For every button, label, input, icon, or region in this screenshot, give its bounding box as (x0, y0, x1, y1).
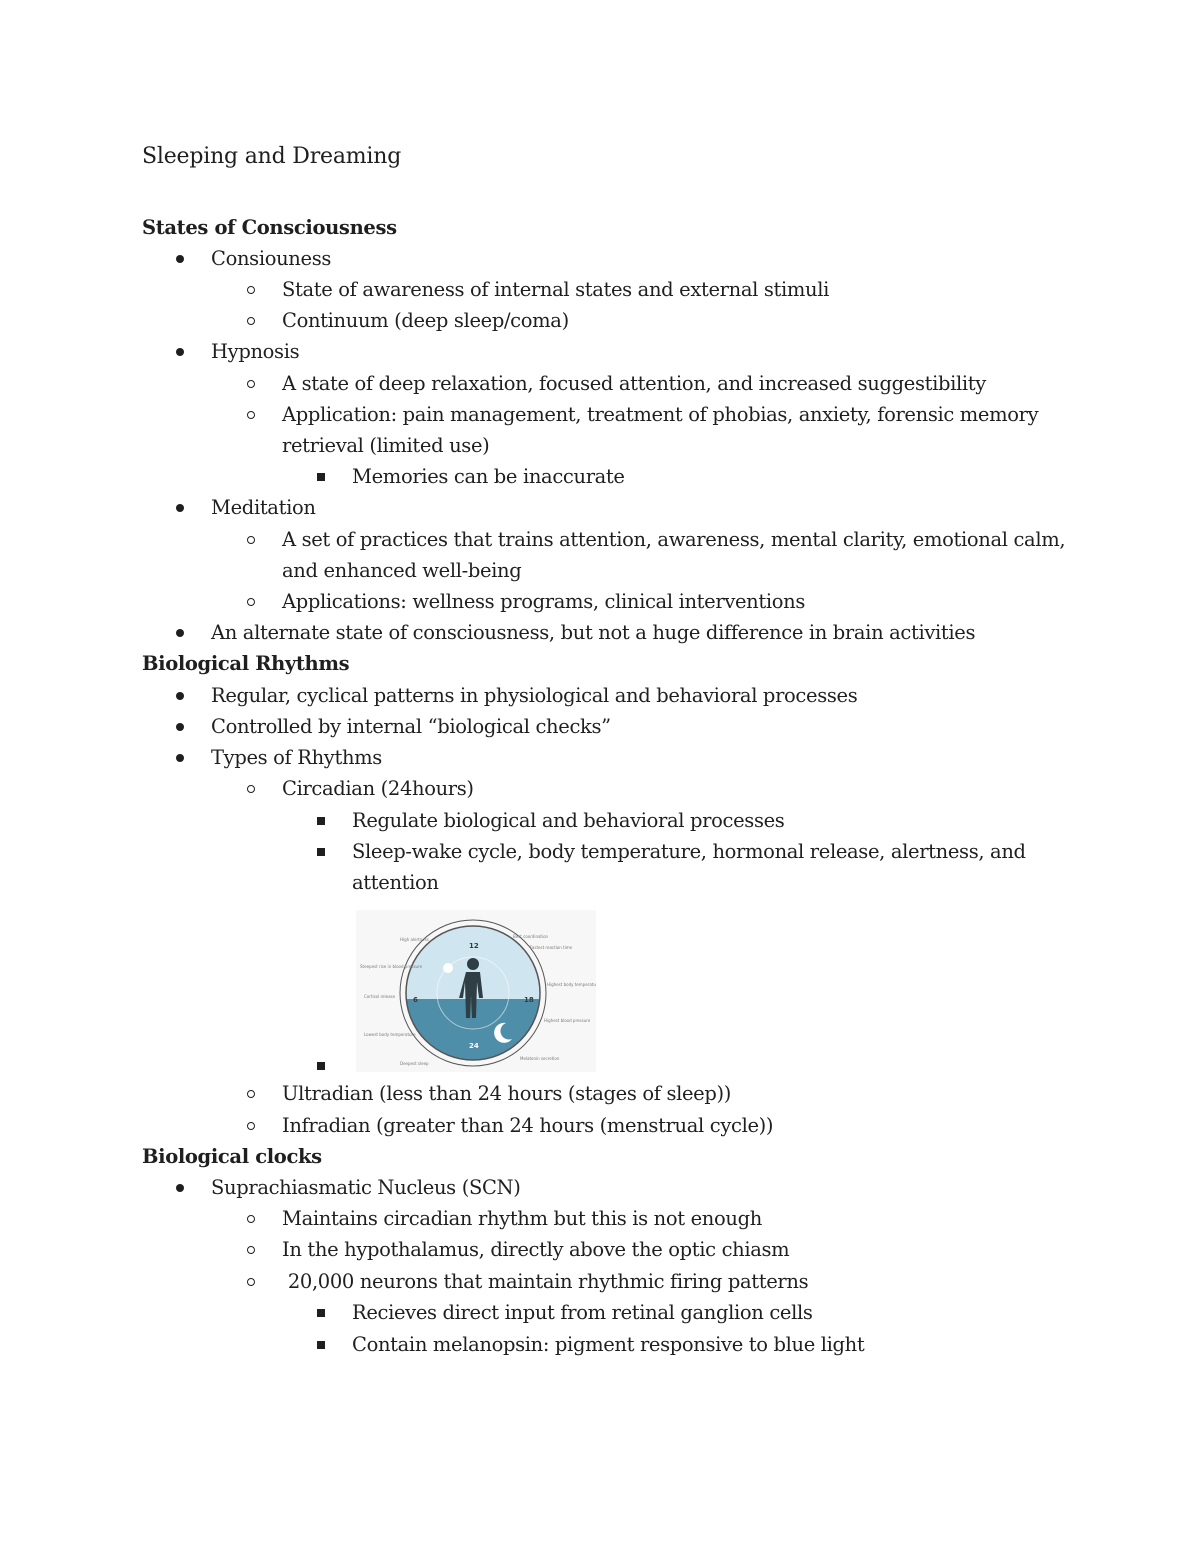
bullet-ring (247, 777, 255, 801)
list-subitem: 20,000 neurons that maintain rhythmic firing patterns (282, 1270, 809, 1293)
bullet-dot (176, 621, 184, 645)
circadian-clock-diagram (356, 910, 596, 1072)
bullet-square (317, 1301, 325, 1325)
list-subitem-circadian: Circadian (24hours) (282, 777, 474, 800)
list-item-scn: Suprachiasmatic Nucleus (SCN) (211, 1176, 521, 1199)
bullet-square (317, 465, 325, 489)
bullet-ring (247, 309, 255, 333)
hour-label-right: 18 (524, 996, 534, 1004)
list-note: Sleep-wake cycle, body temperature, hormonal release, alertness, and (352, 840, 1026, 863)
annotation-high-alertness: High alertness (400, 937, 429, 942)
annotation-fastest-reaction: Fastest reaction time (530, 945, 573, 950)
circadian-clock-svg (356, 910, 596, 1072)
annotation-best-coordination: Best coordination (513, 934, 549, 939)
annotation-highest-blood-pressure: Highest blood pressure (544, 1018, 591, 1023)
bullet-square (317, 809, 325, 833)
bullet-ring (247, 1207, 255, 1231)
list-item-meditation: Meditation (211, 496, 316, 519)
list-subitem-continued: and enhanced well-being (282, 559, 522, 582)
bullet-dot (176, 746, 184, 770)
bullet-dot (176, 684, 184, 708)
section-heading-states-of-consciousness: States of Consciousness (142, 216, 397, 239)
hour-label-bottom: 24 (469, 1042, 479, 1050)
annotation-cortisol: Cortisol release (364, 994, 396, 999)
annotation-lowest-temperature: Lowest body temperature (364, 1032, 416, 1037)
bullet-dot (176, 340, 184, 364)
document-title: Sleeping and Dreaming (142, 144, 402, 169)
bullet-square (317, 840, 325, 864)
list-subitem: A set of practices that trains attention, awareness, mental clarity, emotional calm, (282, 528, 1066, 551)
list-note: Contain melanopsin: pigment responsive to blue light (352, 1333, 865, 1356)
bullet-dot (176, 496, 184, 520)
list-item-types-of-rhythms: Types of Rhythms (211, 746, 382, 769)
bullet-ring (247, 1114, 255, 1138)
list-item: Controlled by internal “biological checks” (211, 715, 611, 738)
list-subitem-continued: retrieval (limited use) (282, 434, 490, 457)
annotation-melatonin: Melatonin secretion (520, 1056, 560, 1061)
annotation-deepest-sleep: Deepest sleep (400, 1061, 429, 1066)
annotation-steepest-rise: Steepest rise in blood pressure (360, 964, 423, 969)
section-heading-biological-clocks: Biological clocks (142, 1145, 322, 1168)
bullet-ring (247, 1238, 255, 1262)
bullet-ring (247, 528, 255, 552)
bullet-dot (176, 715, 184, 739)
list-item: Regular, cyclical patterns in physiological and behavioral processes (211, 684, 858, 707)
bullet-ring (247, 590, 255, 614)
bullet-ring (247, 1270, 255, 1294)
list-item-alternate-state: An alternate state of consciousness, but not a huge difference in brain activities (211, 621, 976, 644)
list-note: Recieves direct input from retinal ganglion cells (352, 1301, 813, 1324)
list-subitem: Continuum (deep sleep/coma) (282, 309, 569, 332)
sun-icon (443, 963, 453, 973)
list-note-continued: attention (352, 871, 439, 894)
bullet-ring (247, 372, 255, 396)
list-subitem: Application: pain management, treatment of phobias, anxiety, forensic memory (282, 403, 1039, 426)
list-note: Memories can be inaccurate (352, 465, 625, 488)
list-subitem-infradian: Infradian (greater than 24 hours (menstrual cycle)) (282, 1114, 774, 1137)
section-heading-biological-rhythms: Biological Rhythms (142, 652, 350, 675)
bullet-dot (176, 1176, 184, 1200)
list-item-hypnosis: Hypnosis (211, 340, 300, 363)
hour-label-left: 6 (413, 996, 418, 1004)
list-subitem: In the hypothalamus, directly above the optic chiasm (282, 1238, 790, 1261)
list-item-consciousness: Consiouness (211, 247, 332, 270)
list-subitem: A state of deep relaxation, focused attention, and increased suggestibility (282, 372, 986, 395)
hour-label-top: 12 (469, 942, 479, 950)
list-subitem-ultradian: Ultradian (less than 24 hours (stages of sleep)) (282, 1082, 732, 1105)
bullet-ring (247, 278, 255, 302)
bullet-ring (247, 1082, 255, 1106)
annotation-highest-temperature: Highest body temperature (547, 982, 596, 987)
bullet-square (317, 1333, 325, 1357)
list-note: Regulate biological and behavioral processes (352, 809, 785, 832)
list-subitem: Maintains circadian rhythm but this is not enough (282, 1207, 762, 1230)
list-subitem: State of awareness of internal states and external stimuli (282, 278, 830, 301)
bullet-square (317, 1054, 325, 1078)
bullet-dot (176, 247, 184, 271)
bullet-ring (247, 403, 255, 427)
list-subitem: Applications: wellness programs, clinical interventions (282, 590, 806, 613)
